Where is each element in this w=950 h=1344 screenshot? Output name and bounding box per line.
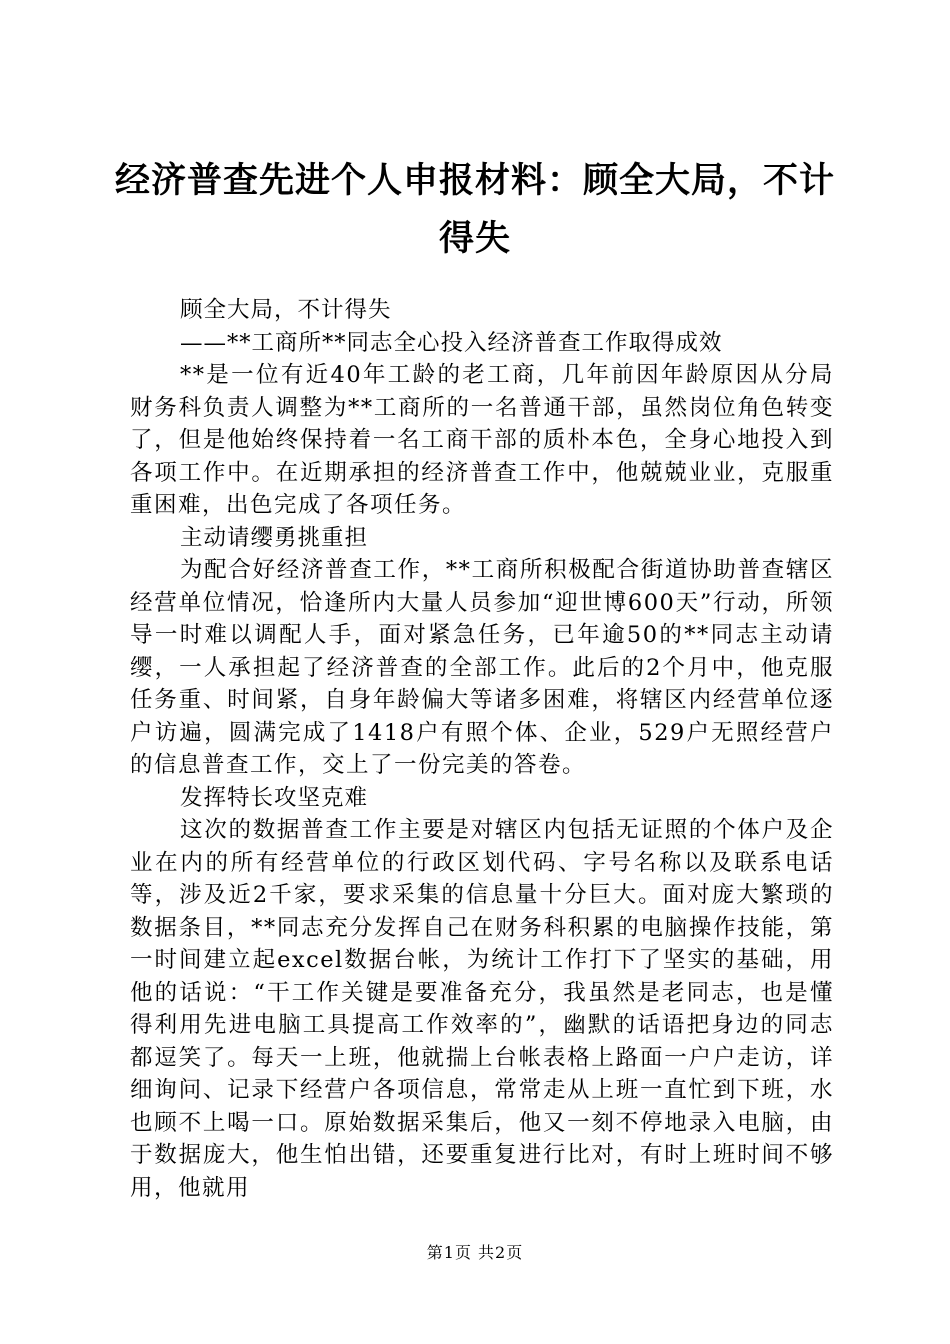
page-number-footer: 第1页 共2页	[426, 1243, 524, 1262]
section-heading-1: 主动请缨勇挑重担	[180, 524, 369, 551]
section-1-paragraph: 为配合好经济普查工作，**工商所积极配合街道协助普查辖区经营单位情况，恰逢所内大量人员参加“迎世博600天”行动，所领导一时难以调配人手，面对紧急任务，已年逾50的**同志主动请缨，一人承担起了经济普查的全部工作。此后的2个月中，他克服任务重、时间紧，自身年龄偏大等诸多困难，将辖区内经营单位逐户访遍，圆满完成了1418户有照个体、企业，529户无照经营户的信息普查工作，交上了一份完美的答卷。	[130, 557, 834, 778]
intro-paragraph: **是一位有近40年工龄的老工商，几年前因年龄原因从分局财务科负责人调整为**工商所的一名普通干部，虽然岗位角色转变了，但是他始终保持着一名工商干部的质朴本色，全身心地投入到各项工作中。在近期承担的经济普查工作中，他兢兢业业，克服重重困难，出色完成了各项任务。	[130, 362, 834, 518]
document-title: 经济普查先进个人申报材料：顾全大局，不计得失	[114, 161, 835, 259]
subtitle: 顾全大局，不计得失	[180, 297, 392, 323]
document-body	[130, 294, 834, 1204]
section-heading-2: 发挥特长攻坚克难	[180, 784, 369, 811]
subtitle-line: ——**工商所**同志全心投入经济普查工作取得成效	[180, 329, 723, 356]
section-2-paragraph: 这次的数据普查工作主要是对辖区内包括无证照的个体户及企业在内的所有经营单位的行政区划代码、字号名称以及联系电话等，涉及近2千家，要求采集的信息量十分巨大。面对庞大繁琐的数据条目，**同志充分发挥自己在财务科积累的电脑操作技能，第一时间建立起excel数据台帐，为统计工作打下了坚实的基础，用他的话说：“干工作关键是要准备充分，我虽然是老同志，也是懂得利用先进电脑工具提高工作效率的”，幽默的话语把身边的同志都逗笑了。每天一上班，他就揣上台帐表格上路面一户户走访，详细询问、记录下经营户各项信息，常常走从上班一直忙到下班，水也顾不上喝一口。原始数据采集后，他又一刻不停地录入电脑，由于数据庞大，他生怕出错，还要重复进行比对，有时上班时间不够用，他就用	[130, 817, 834, 1201]
